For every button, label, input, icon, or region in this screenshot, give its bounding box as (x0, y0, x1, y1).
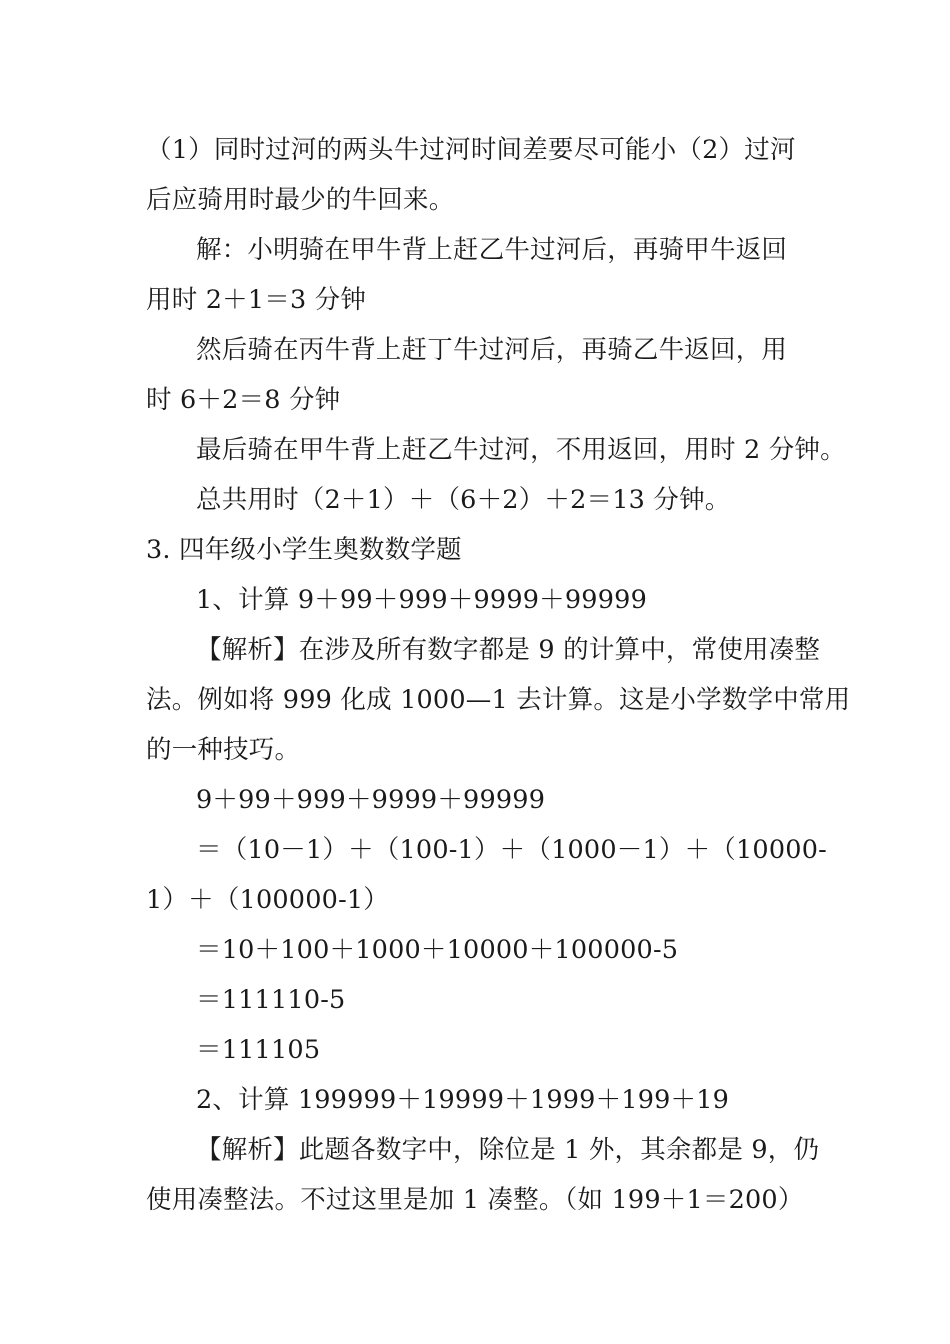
text-line: 法。例如将 999 化成 1000—1 去计算。这是小学数学中常用 (146, 685, 851, 715)
text-line: 使用凑整法。不过这里是加 1 凑整。（如 199＋1＝200） (146, 1185, 804, 1215)
text-line: 时 6＋2＝8 分钟 (146, 385, 341, 415)
text-line: 1、计算 9＋99＋999＋9999＋99999 (196, 585, 647, 615)
text-line: 总共用时（2＋1）＋（6＋2）＋2＝13 分钟。 (196, 485, 731, 515)
equation-line: ＝（10－1）＋（100-1）＋（1000－1）＋（10000- (196, 835, 827, 865)
text-line: 后应骑用时最少的牛回来。 (146, 185, 455, 215)
text-line: 2、计算 199999＋19999＋1999＋199＋19 (196, 1085, 730, 1115)
equation-line: ＝111105 (196, 1035, 321, 1065)
text-line: （1）同时过河的两头牛过河时间差要尽可能小（2）过河 (146, 135, 796, 165)
text-line: 【解析】在涉及所有数字都是 9 的计算中，常使用凑整 (196, 635, 821, 665)
text-line: 然后骑在丙牛背上赶丁牛过河后，再骑乙牛返回，用 (196, 335, 788, 365)
text-line: 用时 2＋1＝3 分钟 (146, 285, 367, 315)
equation-line: 9＋99＋999＋9999＋99999 (196, 785, 546, 815)
equation-line: ＝10＋100＋1000＋10000＋100000-5 (196, 935, 679, 965)
text-line: 【解析】此题各数字中，除位是 1 外，其余都是 9，仍 (196, 1135, 820, 1165)
text-line: 的一种技巧。 (146, 735, 301, 765)
equation-line: ＝111110-5 (196, 985, 346, 1015)
text-line: 解：小明骑在甲牛背上赶乙牛过河后，再骑甲牛返回 (196, 235, 788, 265)
equation-line: 1）＋（100000-1） (146, 885, 390, 915)
section-heading: 3. 四年级小学生奥数数学题 (146, 535, 462, 565)
text-line: 最后骑在甲牛背上赶乙牛过河，不用返回，用时 2 分钟。 (196, 435, 846, 465)
